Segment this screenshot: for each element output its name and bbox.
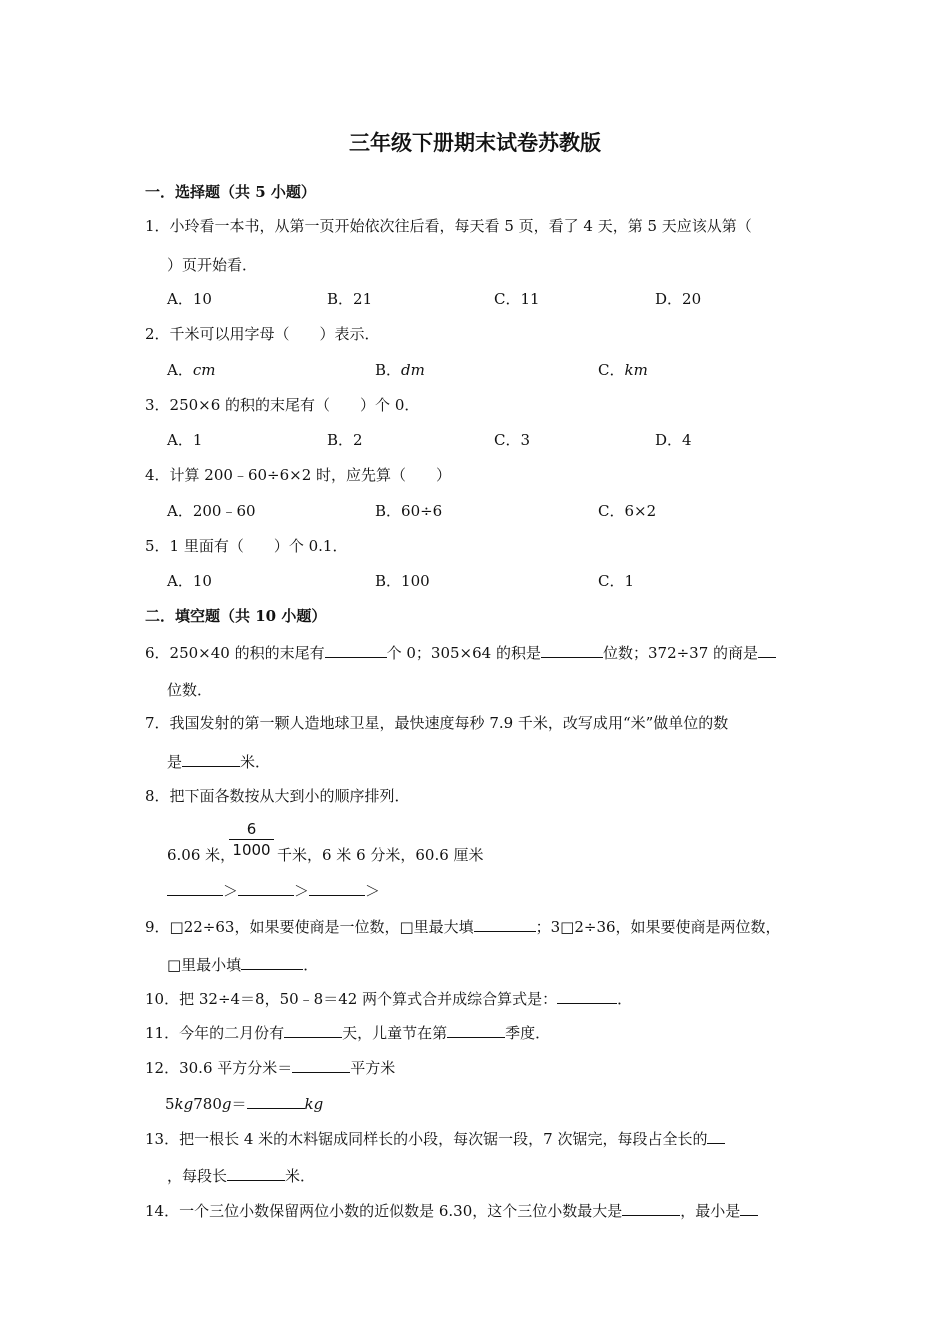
question-6-line2: 位数． (167, 681, 213, 699)
q5-option-b: B．100 (375, 572, 430, 590)
q2-option-a: A．cm (167, 361, 216, 379)
question-8-line2-left: 6.06 米， (167, 846, 236, 864)
question-10: 10．把 32÷4＝8，50﹣8＝42 两个算式合并成综合算式是： ． (145, 990, 633, 1008)
answer-blank[interactable] (227, 1165, 285, 1181)
question-7-line1: 7．我国发射的第一颗人造地球卫星，最快速度每秒 7.9 千米，改写成用“米”做单位的数 (145, 714, 729, 732)
question-2: 2．千米可以用字母（ ）表示． (145, 325, 380, 343)
question-13-line1: 13．把一根长 4 米的木料锯成同样长的小段，每次锯一段，7 次锯完，每段占全长的 (145, 1128, 725, 1149)
question-11: 11．今年的二月份有 天，儿童节在第 季度． (145, 1024, 551, 1042)
section-fill-header: 二．填空题（共 10 小题） (145, 607, 327, 625)
question-4: 4．计算 200﹣60÷6×2 时，应先算（ ） (145, 466, 452, 484)
section-choice-header: 一．选择题（共 5 小题） (145, 183, 316, 201)
question-8-order-blanks: ＞ ＞ ＞ (167, 880, 380, 901)
q5-option-c: C．1 (598, 572, 635, 590)
question-12-line1: 12．30.6 平方分米＝ 平方米 (145, 1059, 396, 1077)
question-8-line2-right: 千米，6 米 6 分米，60.6 厘米 (277, 846, 484, 864)
question-1-line1: 1．小玲看一本书，从第一页开始依次往后看，每天看 5 页，看了 4 天，第 5 天应该从第（ (145, 217, 752, 235)
answer-blank[interactable] (740, 1200, 758, 1216)
q3-option-c: C．3 (494, 431, 531, 449)
q4-option-c: C．6×2 (598, 502, 657, 520)
q4-option-b: B．60÷6 (375, 502, 443, 520)
answer-blank[interactable] (474, 916, 536, 932)
question-7-line2: 是 米． (167, 753, 271, 771)
q1-option-a: A．10 (167, 290, 212, 308)
answer-blank[interactable] (447, 1022, 505, 1038)
question-12-line2: 5kg780g＝ kg (165, 1095, 324, 1113)
q3-option-a: A．1 (167, 431, 203, 449)
question-1-line2: ）页开始看． (167, 256, 258, 274)
answer-blank[interactable] (557, 988, 617, 1004)
q1-option-c: C．11 (494, 290, 540, 308)
q2-option-c: C．km (598, 361, 648, 379)
answer-blank[interactable] (292, 1057, 350, 1073)
question-9-line1: 9．□22÷63，如果要使商是一位数，□里最大填 ；3□2÷36，如果要使商是两位数， (145, 918, 781, 936)
answer-blank[interactable] (284, 1022, 342, 1038)
question-8-line1: 8．把下面各数按从大到小的顺序排列． (145, 787, 410, 805)
question-5: 5．1 里面有（ ）个 0.1． (145, 537, 348, 555)
answer-blank[interactable] (238, 880, 294, 896)
q5-option-a: A．10 (167, 572, 212, 590)
question-14-line1: 14．一个三位小数保留两位小数的近似数是 6.30，这个三位小数最大是 ，最小是 (145, 1200, 758, 1221)
answer-blank[interactable] (707, 1128, 725, 1144)
question-3: 3．250×6 的积的末尾有（ ）个 0． (145, 396, 420, 414)
answer-blank[interactable] (247, 1093, 305, 1109)
answer-blank[interactable] (167, 880, 223, 896)
answer-blank[interactable] (309, 880, 365, 896)
answer-blank[interactable] (622, 1200, 680, 1216)
q3-option-b: B．2 (327, 431, 363, 449)
q1-option-b: B．21 (327, 290, 373, 308)
q1-option-d: D．20 (655, 290, 702, 308)
q2-option-b: B．dm (375, 361, 425, 379)
answer-blank[interactable] (758, 642, 776, 658)
fraction-6-over-1000: 6 1000 (229, 820, 274, 859)
answer-blank[interactable] (182, 751, 240, 767)
q3-option-d: D．4 (655, 431, 692, 449)
page-title: 三年级下册期末试卷苏教版 (349, 130, 601, 155)
answer-blank[interactable] (541, 642, 603, 658)
question-13-line2: ，每段长 米． (167, 1167, 316, 1185)
answer-blank[interactable] (241, 954, 303, 970)
question-6-line1: 6．250×40 的积的末尾有 个 0；305×64 的积是 位数；372÷37 的商是 (145, 642, 776, 663)
question-9-line2: □里最小填 ． (167, 956, 319, 974)
answer-blank[interactable] (325, 642, 387, 658)
q4-option-a: A．200﹣60 (167, 502, 256, 520)
